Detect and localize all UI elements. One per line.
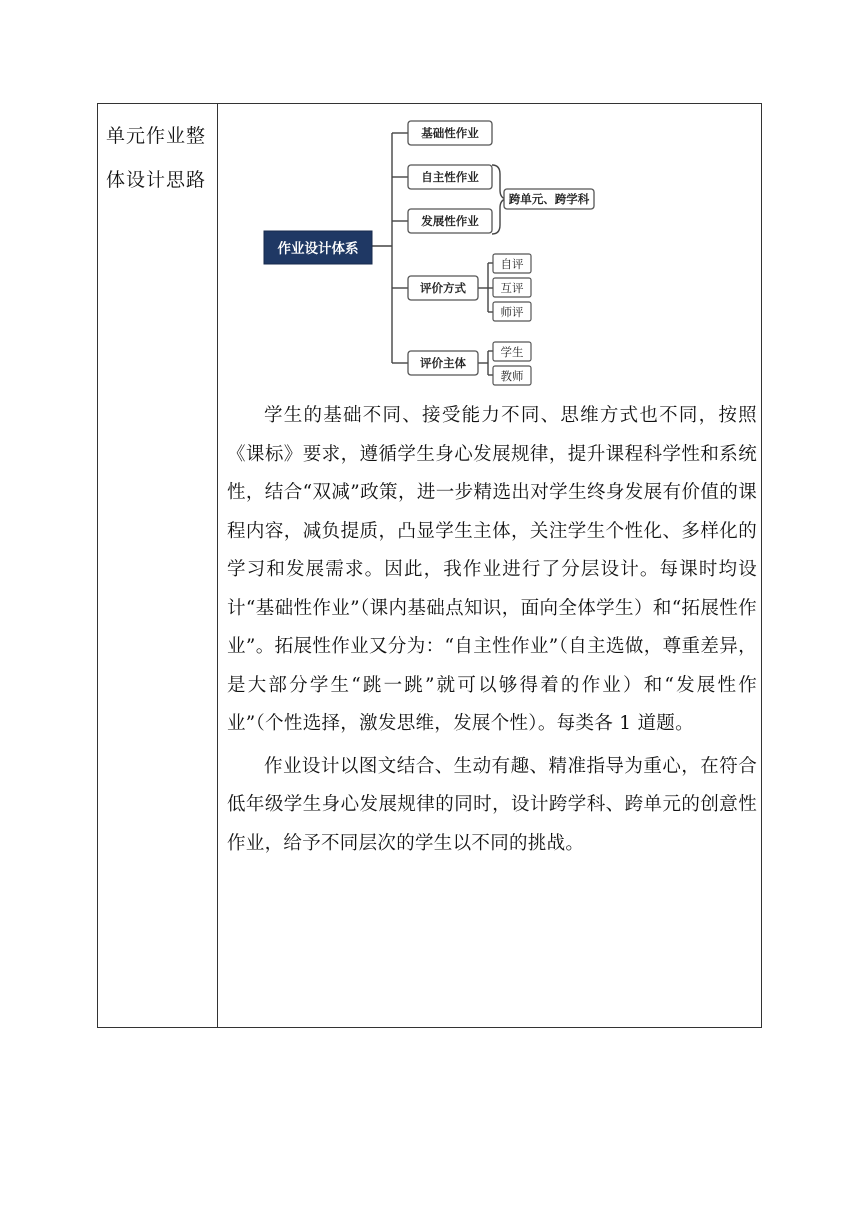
svg-text:评价方式: 评价方式 [420, 281, 466, 295]
leaf-self-evaluation [493, 254, 531, 273]
svg-text:自主性作业: 自主性作业 [421, 170, 479, 184]
paragraph-2: 作业设计以图文结合、生动有趣、精准指导为重心，在符合低年级学生身心发展规律的同时，设计跨学科、跨单元的创意性作业，给予不同层次的学生以不同的挑战。 [227, 755, 757, 854]
mind-map-root [264, 231, 372, 264]
svg-text:基础性作业: 基础性作业 [421, 126, 479, 140]
svg-text:跨单元、跨学科: 跨单元、跨学科 [508, 192, 590, 206]
leaf-peer-evaluation [493, 278, 531, 297]
svg-text:评价主体: 评价主体 [420, 356, 466, 370]
svg-text:师评: 师评 [500, 305, 524, 319]
svg-text:学生: 学生 [500, 345, 524, 359]
bracket-label-cross-unit [504, 189, 594, 209]
branch-autonomous-homework [408, 165, 492, 189]
branch-basic-homework [408, 121, 492, 145]
leaf-student [493, 342, 531, 361]
leaf-teacher [493, 366, 531, 385]
mind-map [218, 104, 761, 394]
svg-text:作业设计体系: 作业设计体系 [277, 241, 359, 257]
body-text [227, 397, 757, 863]
row-label: 单元作业整体设计思路 [106, 125, 207, 191]
svg-text:教师: 教师 [500, 369, 524, 383]
paragraph-1: 学生的基础不同、接受能力不同、思维方式也不同，按照《课标》要求，遵循学生身心发展规律，提升课程科学性和系统性，结合“双减”政策，进一步精选出对学生终身发展有价值的课程内容，减负提质，凸显学生主体，关注学生个性化、多样化的学习和发展需求。因此，我作业进行了分层设计。每课时均设计“基础性作业”（课内基础点知识，面向全体学生）和“拓展性作业”。拓展性作业又分为：“自主性作业”（自主选做，尊重差异，是大部分学生“跳一跳”就可以够得着的作业）和“发展性作业”（个性选择，激发思维，发展个性）。每类各 1 道题。 [227, 405, 757, 734]
leaf-teacher-evaluation [493, 302, 531, 321]
branch-evaluation-method [408, 276, 478, 300]
svg-text:自评: 自评 [500, 257, 524, 271]
branch-evaluation-subject [408, 351, 478, 375]
svg-text:互评: 互评 [500, 281, 524, 295]
svg-text:发展性作业: 发展性作业 [421, 214, 479, 228]
branch-developmental-homework [408, 209, 492, 233]
